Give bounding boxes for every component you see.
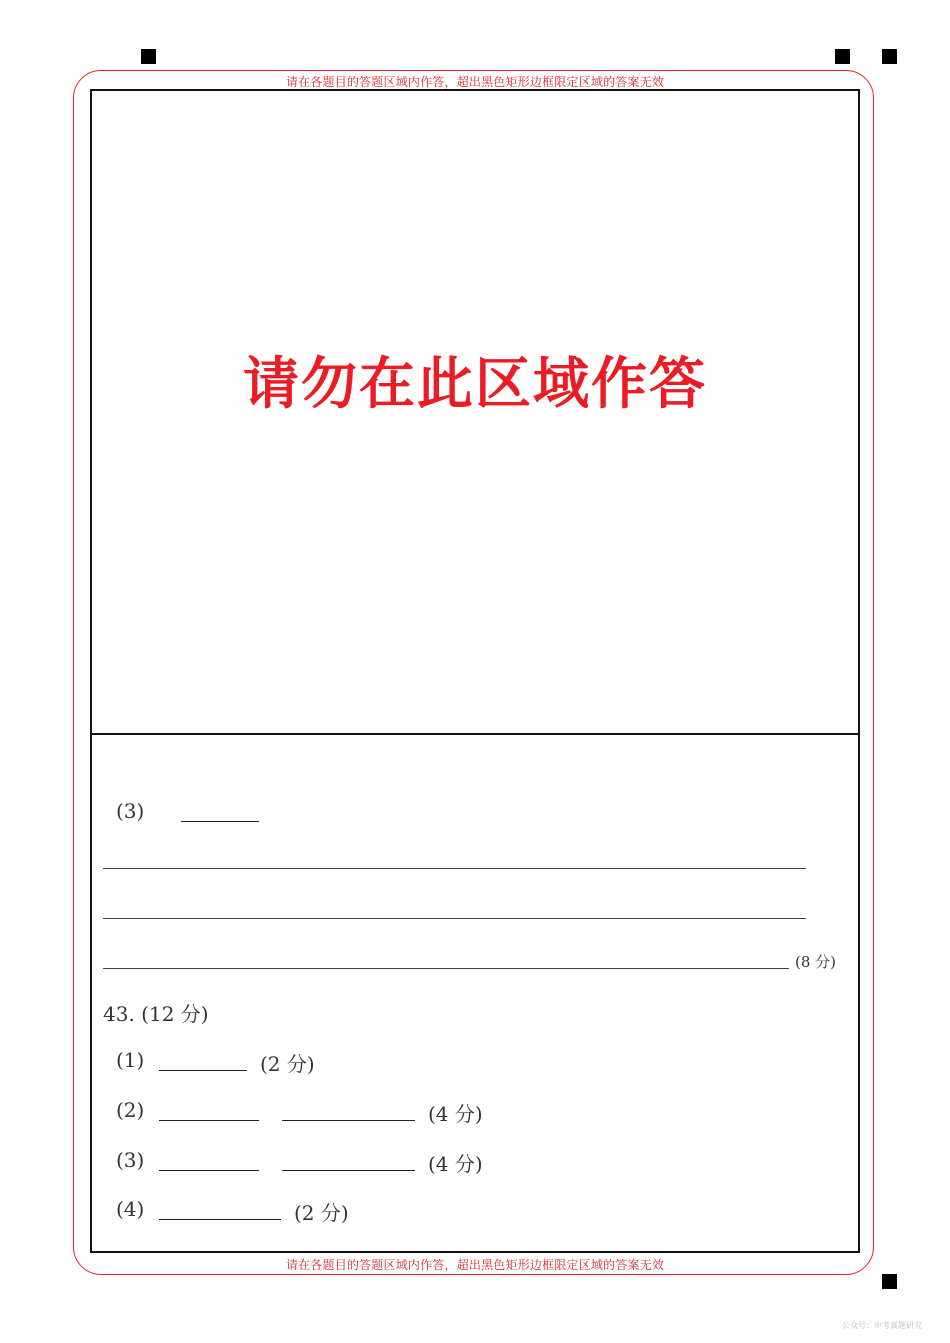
part3-answer-line-3[interactable] [103,968,789,969]
q43-item4-label: (4) [116,1197,145,1221]
q43-item4-score: (2 分) [294,1201,349,1225]
watermark-text: 公众号：中考真题研究 [842,1321,922,1330]
q43-item1-blank[interactable] [159,1070,247,1071]
part3-score: (8 分) [795,953,837,971]
part3-short-blank[interactable] [181,821,259,822]
q43-title: 43. (12 分) [103,1002,209,1026]
registration-mark-top-left [141,49,156,64]
q43-item2-blank-1[interactable] [159,1120,259,1121]
q43-item1-label: (1) [116,1048,145,1072]
q43-item2-blank-2[interactable] [282,1120,415,1121]
q43-item3-blank-1[interactable] [159,1170,259,1171]
q43-item4-blank[interactable] [159,1219,281,1220]
q43-item2-score: (4 分) [428,1102,483,1126]
q43-item2-label: (2) [116,1098,145,1122]
answer-area-frame [90,89,860,1253]
no-answer-zone-text: 请勿在此区域作答 [243,352,707,417]
section-divider [90,733,860,735]
q43-item3-blank-2[interactable] [282,1170,415,1171]
q43-item3-score: (4 分) [428,1152,483,1176]
registration-mark-bottom-right [882,1274,897,1289]
part3-label: (3) [116,799,145,823]
part3-answer-line-1[interactable] [103,868,806,869]
bottom-notice: 请在各题目的答题区域内作答，超出黑色矩形边框限定区域的答案无效 [285,1258,665,1272]
registration-mark-top-right-2 [882,49,897,64]
top-notice: 请在各题目的答题区域内作答，超出黑色矩形边框限定区域的答案无效 [285,75,665,89]
q43-item3-label: (3) [116,1148,145,1172]
registration-mark-top-right-1 [835,49,850,64]
part3-answer-line-2[interactable] [103,918,806,919]
q43-item1-score: (2 分) [260,1052,315,1076]
